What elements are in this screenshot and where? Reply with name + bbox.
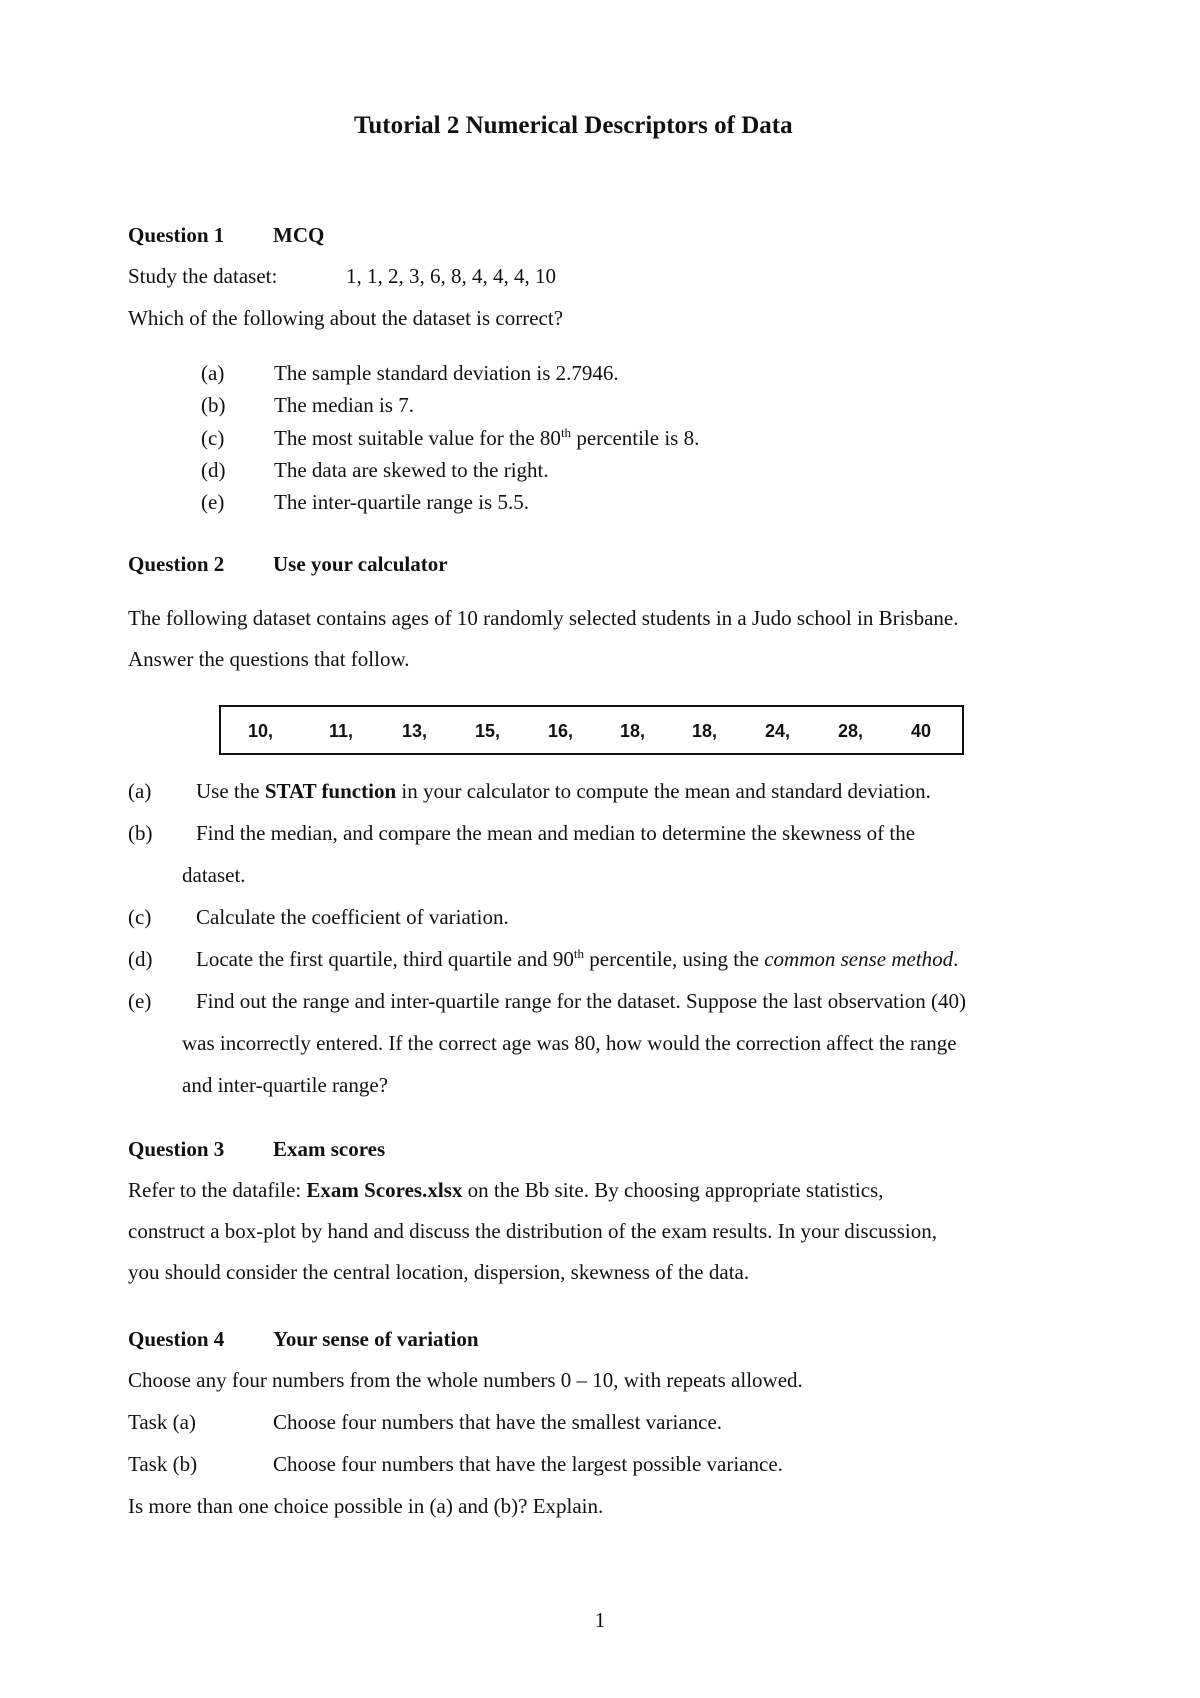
q1-option-label: (a) <box>201 361 225 385</box>
q2-part-b-continuation: dataset. <box>182 863 246 887</box>
q4-task-text: Choose four numbers that have the smallest variance. <box>273 1410 723 1434</box>
q2-part-label: (d) <box>128 947 153 971</box>
q2-part-label: (b) <box>128 821 153 845</box>
datafile-name: Exam Scores.xlsx <box>306 1178 463 1202</box>
superscript: th <box>573 946 584 961</box>
superscript: th <box>560 425 572 440</box>
q1-heading: MCQ <box>273 223 325 247</box>
q2-part-italic: common sense method <box>764 947 954 971</box>
q3-line: you should consider the central location, dispersion, skewness of the data. <box>128 1260 750 1284</box>
q3-line: construct a box-plot by hand and discuss the distribution of the exam results. In your discussion, <box>128 1219 937 1243</box>
q2-part-text <box>196 947 958 972</box>
q1-dataset-line <box>128 264 556 289</box>
q3-number: Question 3 <box>128 1137 225 1161</box>
q2-part-label: (a) <box>128 779 152 803</box>
q2-part-text-part: Use the <box>196 779 265 803</box>
q4-task-text: Choose four numbers that have the largest possible variance. <box>273 1452 783 1476</box>
age-value: 18, <box>620 721 646 741</box>
q1-option-text: The inter-quartile range is 5.5. <box>274 490 529 514</box>
q2-intro-line: The following dataset contains ages of 10 randomly selected students in a Judo school in Brisbane. <box>128 606 959 630</box>
q1-option-label: (b) <box>201 393 226 417</box>
age-value: 15, <box>475 721 501 741</box>
q2-part-text: Calculate the coefficient of variation. <box>196 905 509 929</box>
ages-data-box <box>219 705 964 755</box>
q2-part-label: (c) <box>128 905 152 929</box>
q1-option-label: (e) <box>201 490 225 514</box>
q1-header <box>128 223 324 248</box>
q2-part-e-continuation: and inter-quartile range? <box>182 1073 388 1097</box>
q2-intro-line: Answer the questions that follow. <box>128 647 410 671</box>
q2-part-text-part: in your calculator to compute the mean and standard deviation. <box>396 779 931 803</box>
q3-heading: Exam scores <box>273 1137 386 1161</box>
q2-heading: Use your calculator <box>273 552 448 576</box>
age-value: 40 <box>911 721 932 741</box>
q2-part-e-continuation: was incorrectly entered. If the correct age was 80, how would the correction affect the range <box>182 1031 957 1055</box>
q2-part-text <box>196 779 931 804</box>
q1-option-text-part: The most suitable value for the 80 <box>274 426 561 450</box>
q2-part-text-part: percentile, using the <box>584 947 765 971</box>
document-title: Tutorial 2 Numerical Descriptors of Data <box>354 112 793 139</box>
age-value: 18, <box>692 721 718 741</box>
q3-text-part: Refer to the datafile: <box>128 1178 307 1202</box>
q1-dataset-label: Study the dataset: <box>128 264 278 288</box>
q1-option-label: (c) <box>201 426 225 450</box>
q2-number: Question 2 <box>128 552 225 576</box>
q2-part-bold: STAT function <box>264 779 397 803</box>
q1-option-label: (d) <box>201 458 226 482</box>
q1-number: Question 1 <box>128 223 225 247</box>
q2-part-label: (e) <box>128 989 152 1013</box>
q2-part-text: Find out the range and inter-quartile range for the dataset. Suppose the last observation (40) <box>196 989 966 1013</box>
q1-dataset-values: 1, 1, 2, 3, 6, 8, 4, 4, 4, 10 <box>346 264 556 288</box>
q1-option-text: The sample standard deviation is 2.7946. <box>274 361 619 385</box>
q3-header <box>128 1137 385 1162</box>
q4-number: Question 4 <box>128 1327 225 1351</box>
q1-prompt: Which of the following about the dataset is correct? <box>128 306 564 330</box>
age-value: 11, <box>329 721 354 741</box>
q1-option-text-part: percentile is 8. <box>571 426 700 450</box>
q4-header <box>128 1327 479 1352</box>
age-value: 28, <box>838 721 864 741</box>
q2-part-text-part: . <box>953 947 959 971</box>
q4-task-label: Task (b) <box>128 1452 198 1476</box>
age-value: 13, <box>402 721 428 741</box>
page-number: 1 <box>594 1608 606 1632</box>
q2-part-text-part: Locate the first quartile, third quartile and 90 <box>196 947 574 971</box>
age-value: 24, <box>765 721 791 741</box>
q4-intro: Choose any four numbers from the whole numbers 0 – 10, with repeats allowed. <box>128 1368 803 1392</box>
q2-part-text: Find the median, and compare the mean and median to determine the skewness of the <box>196 821 916 845</box>
q3-text-part: on the Bb site. By choosing appropriate statistics, <box>462 1178 884 1202</box>
age-value: 16, <box>548 721 574 741</box>
q4-heading: Your sense of variation <box>273 1327 479 1351</box>
q3-line <box>128 1178 883 1203</box>
q1-option-text <box>274 426 699 451</box>
q1-option-text: The median is 7. <box>274 393 414 417</box>
age-value: 10, <box>248 721 274 741</box>
q2-header <box>128 552 448 577</box>
q1-option-text: The data are skewed to the right. <box>274 458 549 482</box>
q4-closing: Is more than one choice possible in (a) and (b)? Explain. <box>128 1494 604 1518</box>
q4-task-label: Task (a) <box>128 1410 196 1434</box>
